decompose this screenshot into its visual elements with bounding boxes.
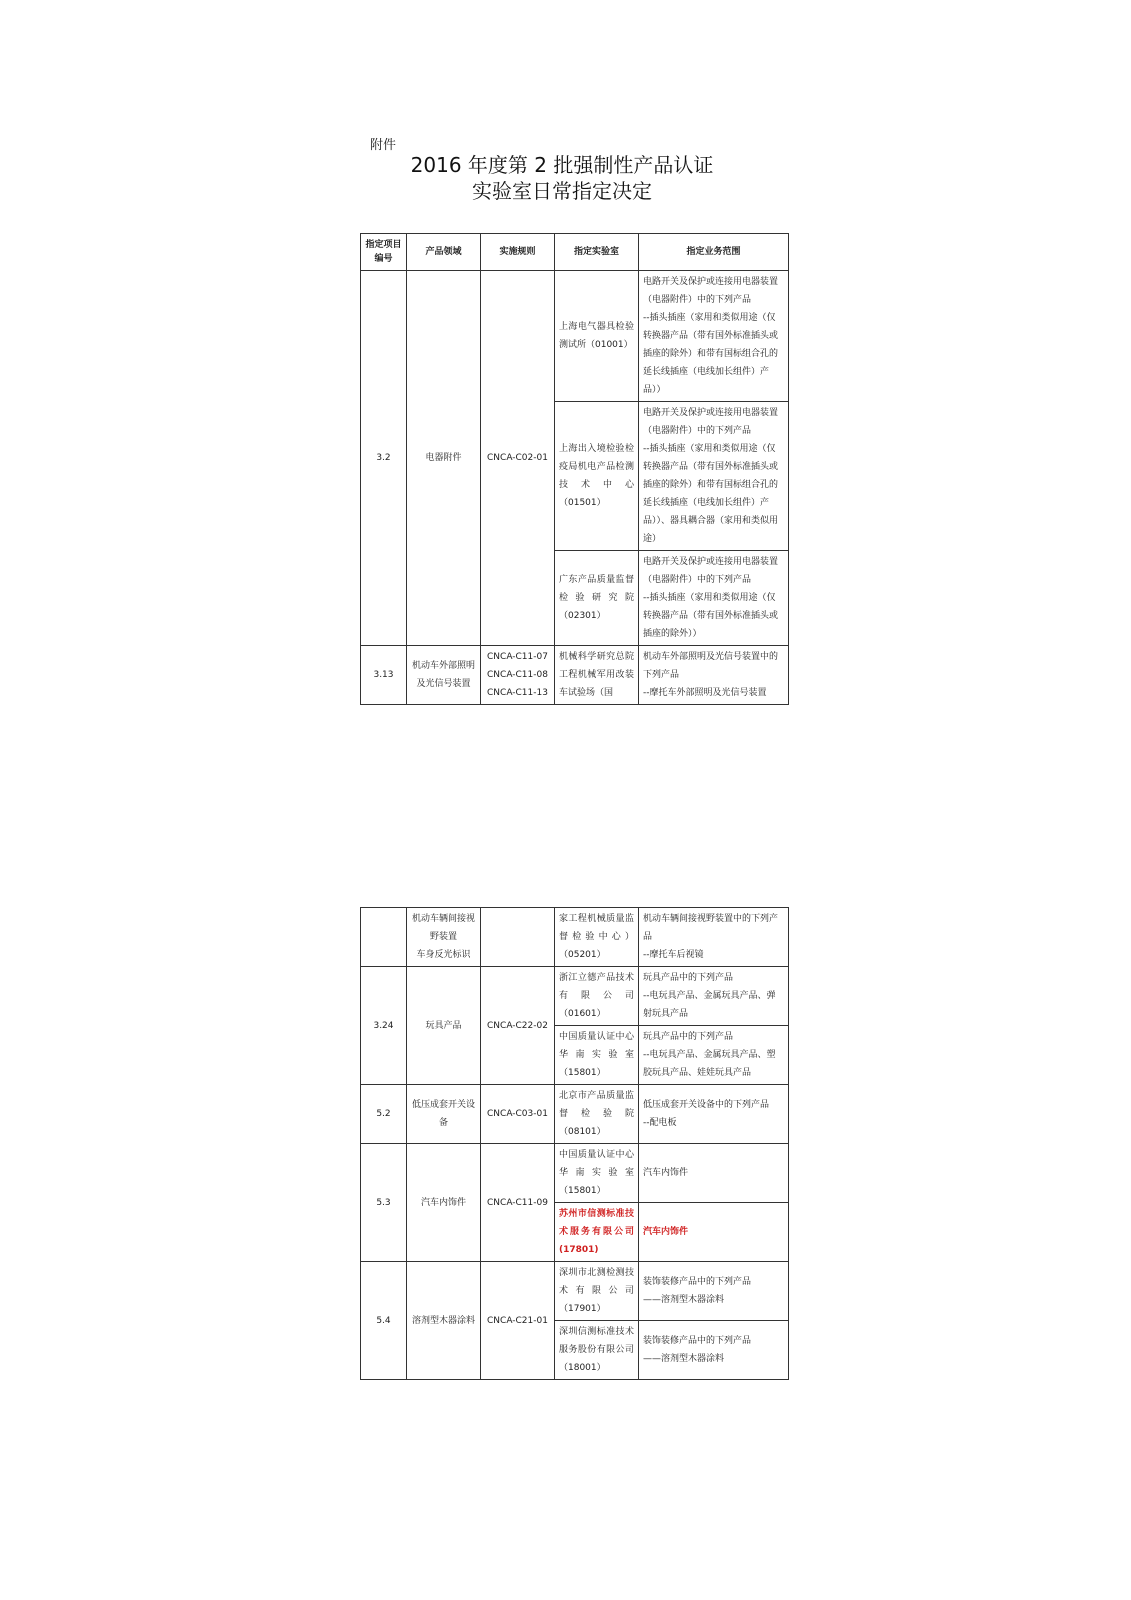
cell-implementation-rule: CNCA-C11-07 CNCA-C11-08 CNCA-C11-13 bbox=[481, 646, 555, 705]
cell-lab: 浙江立德产品技术有限公司（01601） bbox=[555, 967, 639, 1026]
cell-scope: 装饰装修产品中的下列产品 ——溶剂型木器涂料 bbox=[639, 1262, 789, 1321]
cell-lab-highlighted: 苏州市信测标准技术服务有限公司(17801) bbox=[555, 1203, 639, 1262]
header-business-scope: 指定业务范围 bbox=[639, 234, 789, 271]
attachment-label: 附件 bbox=[370, 138, 397, 153]
table-row bbox=[361, 1262, 789, 1321]
cell-scope: 玩具产品中的下列产品 --电玩具产品、金属玩具产品、弹射玩具产品 bbox=[639, 967, 789, 1026]
table-row bbox=[361, 271, 789, 402]
cell-item-number: 3.13 bbox=[361, 646, 407, 705]
cell-lab: 广东产品质量监督检验研究院（02301） bbox=[555, 551, 639, 646]
cell-lab: 中国质量认证中心华南实验室（15801） bbox=[555, 1026, 639, 1085]
table-row bbox=[361, 908, 789, 967]
cell-scope: 电路开关及保护或连接用电器装置（电器附件）中的下列产品 --插头插座（家用和类似用途（仅转换器产品（带有国外标准插头或插座的除外）和带有国标组合孔的延长线插座（电线加长组件）产品）） bbox=[639, 271, 789, 402]
cell-scope: 装饰装修产品中的下列产品 ——溶剂型木器涂料 bbox=[639, 1321, 789, 1380]
cell-scope: 机动车辆间接视野装置中的下列产品 --摩托车后视镜 bbox=[639, 908, 789, 967]
designation-table-page2 bbox=[360, 907, 789, 1380]
cell-item-number: 3.2 bbox=[361, 271, 407, 646]
table-row bbox=[361, 1085, 789, 1144]
cell-item-number bbox=[361, 908, 407, 967]
cell-product-field: 机动车辆间接视野装置 车身反光标识 bbox=[407, 908, 481, 967]
cell-implementation-rule: CNCA-C22-02 bbox=[481, 967, 555, 1085]
cell-lab: 家工程机械质量监督检验中心）（05201） bbox=[555, 908, 639, 967]
cell-lab: 机械科学研究总院工程机械军用改装车试验场（国 bbox=[555, 646, 639, 705]
cell-scope: 玩具产品中的下列产品 --电玩具产品、金属玩具产品、塑胶玩具产品、娃娃玩具产品 bbox=[639, 1026, 789, 1085]
cell-scope: 机动车外部照明及光信号装置中的下列产品 --摩托车外部照明及光信号装置 bbox=[639, 646, 789, 705]
cell-scope: 汽车内饰件 bbox=[639, 1144, 789, 1203]
header-implementation-rule: 实施规则 bbox=[481, 234, 555, 271]
cell-product-field: 溶剂型木器涂料 bbox=[407, 1262, 481, 1380]
table-header-row bbox=[361, 234, 789, 271]
cell-scope: 低压成套开关设备中的下列产品 --配电板 bbox=[639, 1085, 789, 1144]
cell-scope: 电路开关及保护或连接用电器装置（电器附件）中的下列产品 --插头插座（家用和类似用途（仅转换器产品（带有国外标准插头或插座的除外）和带有国标组合孔的延长线插座（电线加长组件）产品））、器具耦合器（家用和类似用途） bbox=[639, 402, 789, 551]
cell-item-number: 5.4 bbox=[361, 1262, 407, 1380]
cell-implementation-rule bbox=[481, 908, 555, 967]
header-product-field: 产品领域 bbox=[407, 234, 481, 271]
page-title-line1: 2016 年度第 2 批强制性产品认证 bbox=[410, 153, 714, 177]
header-designated-lab: 指定实验室 bbox=[555, 234, 639, 271]
cell-item-number: 3.24 bbox=[361, 967, 407, 1085]
table-row bbox=[361, 646, 789, 705]
cell-scope: 电路开关及保护或连接用电器装置（电器附件）中的下列产品 --插头插座（家用和类似用途（仅转换器产品（带有国外标准插头或插座的除外）） bbox=[639, 551, 789, 646]
cell-product-field: 电器附件 bbox=[407, 271, 481, 646]
cell-implementation-rule: CNCA-C21-01 bbox=[481, 1262, 555, 1380]
table-row bbox=[361, 1144, 789, 1203]
cell-lab: 中国质量认证中心华南实验室（15801） bbox=[555, 1144, 639, 1203]
page-title-line2: 实验室日常指定决定 bbox=[472, 179, 652, 203]
cell-lab: 深圳信测标准技术服务股份有限公司（18001） bbox=[555, 1321, 639, 1380]
cell-implementation-rule: CNCA-C11-09 bbox=[481, 1144, 555, 1262]
table-row bbox=[361, 967, 789, 1026]
cell-implementation-rule: CNCA-C02-01 bbox=[481, 271, 555, 646]
cell-product-field: 玩具产品 bbox=[407, 967, 481, 1085]
cell-implementation-rule: CNCA-C03-01 bbox=[481, 1085, 555, 1144]
cell-product-field: 低压成套开关设备 bbox=[407, 1085, 481, 1144]
cell-lab: 上海电气器具检验测试所（01001） bbox=[555, 271, 639, 402]
cell-lab: 深圳市北测检测技术有限公司（17901） bbox=[555, 1262, 639, 1321]
cell-scope-highlighted: 汽车内饰件 bbox=[639, 1203, 789, 1262]
cell-lab: 上海出入境检验检疫局机电产品检测技术中心（01501） bbox=[555, 402, 639, 551]
cell-item-number: 5.2 bbox=[361, 1085, 407, 1144]
cell-product-field: 机动车外部照明及光信号装置 bbox=[407, 646, 481, 705]
designation-table-page1 bbox=[360, 233, 789, 705]
cell-item-number: 5.3 bbox=[361, 1144, 407, 1262]
cell-product-field: 汽车内饰件 bbox=[407, 1144, 481, 1262]
header-item-number: 指定项目编号 bbox=[361, 234, 407, 271]
cell-lab: 北京市产品质量监督检验院（08101） bbox=[555, 1085, 639, 1144]
